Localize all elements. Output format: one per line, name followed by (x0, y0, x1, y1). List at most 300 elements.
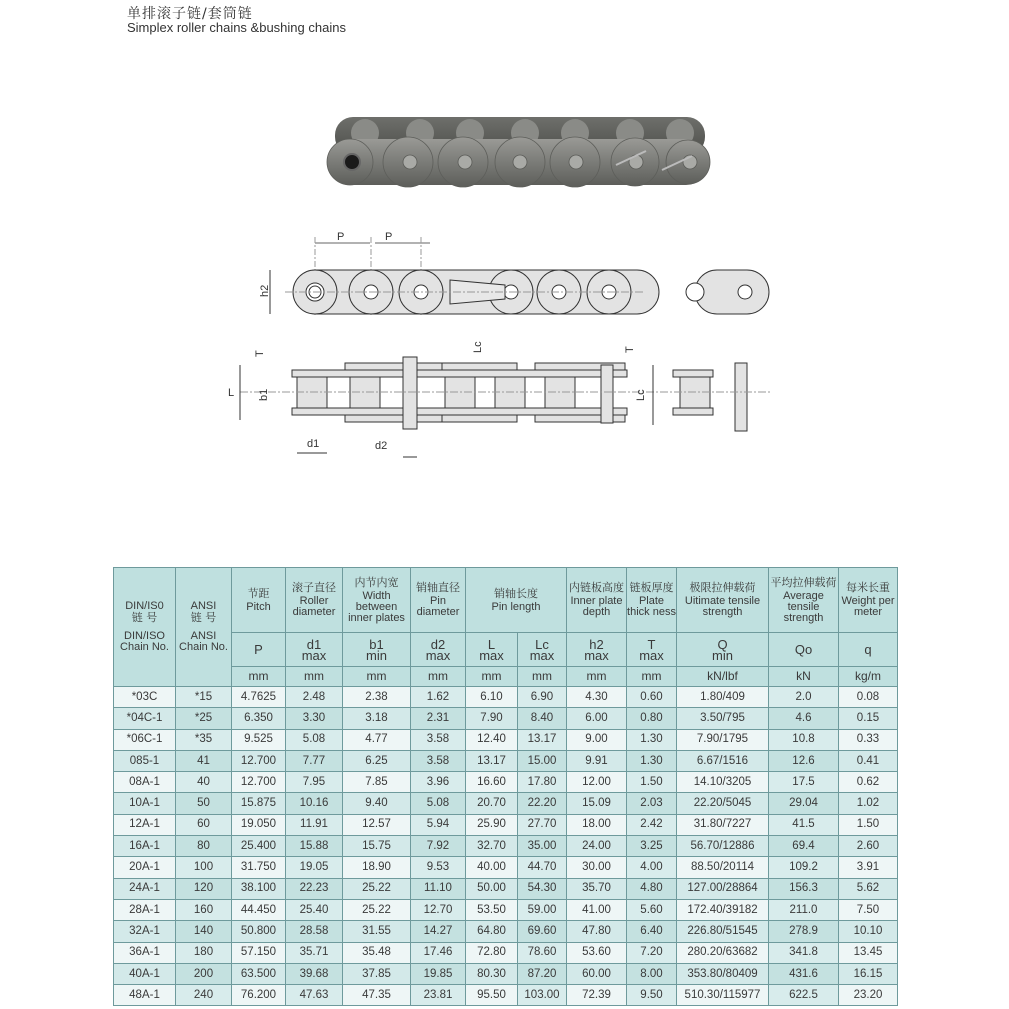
table-cell: 35.00 (518, 836, 567, 857)
table-cell: 12.40 (466, 729, 518, 750)
table-cell: 1.30 (627, 729, 677, 750)
table-cell: 56.70/12886 (677, 836, 769, 857)
table-cell: 3.96 (411, 772, 466, 793)
table-cell: 22.23 (286, 878, 343, 899)
label-t1: T (254, 350, 266, 357)
unit-weight: kg/m (839, 667, 898, 687)
table-cell: 22.20/5045 (677, 793, 769, 814)
table-row (114, 857, 898, 878)
table-cell: 622.5 (769, 985, 839, 1006)
table-cell: 1.50 (627, 772, 677, 793)
header-plate-thickness (627, 568, 677, 633)
table-cell: 17.46 (411, 942, 466, 963)
table-cell: 510.30/115977 (677, 985, 769, 1006)
header-pin-d-cn: 销轴直径 (416, 581, 460, 594)
unit-qo: kN (769, 667, 839, 687)
header-thick-cn: 链板厚度 (629, 581, 674, 594)
table-cell: 226.80/51545 (677, 921, 769, 942)
label-b1: b1 (258, 388, 270, 401)
chain-technical-drawing (225, 225, 785, 465)
table-cell: 11.91 (286, 814, 343, 835)
unit-t: mm (627, 667, 677, 687)
table-cell: 19.05 (286, 857, 343, 878)
table-cell: 32A-1 (114, 921, 176, 942)
table-cell: 6.40 (627, 921, 677, 942)
table-cell: 0.41 (839, 750, 898, 771)
header-roller-cn: 滚子直径 (292, 581, 336, 594)
label-t2: T (624, 346, 636, 353)
table-row (114, 985, 898, 1006)
sym-l (466, 633, 518, 667)
specification-table (113, 567, 898, 1006)
table-cell: 240 (176, 985, 232, 1006)
header-ultimate-tensile (677, 568, 769, 633)
sym-h2-lim: max (584, 647, 609, 663)
table-cell: 12.700 (232, 772, 286, 793)
table-cell: 109.2 (769, 857, 839, 878)
header-avg-en: Average tensile strength (783, 589, 824, 624)
table-cell: 36A-1 (114, 942, 176, 963)
table-cell: 7.20 (627, 942, 677, 963)
label-h2: h2 (259, 284, 271, 297)
table-cell: 140 (176, 921, 232, 942)
table-cell: 0.62 (839, 772, 898, 793)
table-cell: 7.50 (839, 899, 898, 920)
header-ansi-cn: 链 号 (190, 611, 217, 624)
table-cell: 7.77 (286, 750, 343, 771)
sym-d2-text: d2 (430, 636, 446, 652)
table-cell: 4.7625 (232, 687, 286, 708)
table-cell: 44.70 (518, 857, 567, 878)
table-cell: 28A-1 (114, 899, 176, 920)
table-cell: 18.00 (567, 814, 627, 835)
sym-lc (518, 633, 567, 667)
table-cell: 13.17 (518, 729, 567, 750)
table-cell: 12.70 (411, 899, 466, 920)
header-weight (839, 568, 898, 633)
table-cell: 15.88 (286, 836, 343, 857)
unit-b1: mm (343, 667, 411, 687)
table-cell: 0.80 (627, 708, 677, 729)
table-cell: 1.80/409 (677, 687, 769, 708)
sym-b1-lim: min (366, 647, 387, 663)
page-title-cn: 单排滚子链/套筒链 (127, 6, 253, 22)
table-cell: 14.10/3205 (677, 772, 769, 793)
table-cell: 69.4 (769, 836, 839, 857)
table-cell: 5.62 (839, 878, 898, 899)
table-cell: 5.94 (411, 814, 466, 835)
table-cell: 4.30 (567, 687, 627, 708)
header-pitch-cn: 节距 (247, 586, 270, 600)
table-cell: 12.00 (567, 772, 627, 793)
sym-p: P (232, 633, 286, 667)
header-din-iso-en2: DIN/ISO Chain No. (120, 630, 169, 653)
table-cell: 95.50 (466, 985, 518, 1006)
unit-h2: mm (567, 667, 627, 687)
table-cell: 13.17 (466, 750, 518, 771)
table-cell: 1.02 (839, 793, 898, 814)
table-cell: 085-1 (114, 750, 176, 771)
table-cell: 7.90/1795 (677, 729, 769, 750)
sym-d1 (286, 633, 343, 667)
table-cell: 31.55 (343, 921, 411, 942)
table-cell: 35.70 (567, 878, 627, 899)
table-cell: 39.68 (286, 963, 343, 984)
table-cell: 4.00 (627, 857, 677, 878)
table-row (114, 793, 898, 814)
sym-b1 (343, 633, 411, 667)
table-cell: 2.60 (839, 836, 898, 857)
label-lc2: Lc (635, 389, 647, 401)
table-cell: 40A-1 (114, 963, 176, 984)
table-cell: 6.90 (518, 687, 567, 708)
table-cell: 35.48 (343, 942, 411, 963)
header-average-tensile (769, 568, 839, 633)
table-cell: 100 (176, 857, 232, 878)
table-cell: 12A-1 (114, 814, 176, 835)
table-cell: 15.875 (232, 793, 286, 814)
table-cell: 44.450 (232, 899, 286, 920)
sym-d2 (411, 633, 466, 667)
sym-q-lim: min (712, 647, 733, 663)
table-cell: 27.70 (518, 814, 567, 835)
label-l: L (228, 387, 235, 399)
header-weight-cn: 每米长重 (846, 581, 890, 594)
table-cell: 10A-1 (114, 793, 176, 814)
table-row (114, 878, 898, 899)
table-row (114, 814, 898, 835)
table-cell: 280.20/63682 (677, 942, 769, 963)
header-pin-d-en: Pin diameter (416, 595, 460, 618)
table-cell: 29.04 (769, 793, 839, 814)
sym-lc-text: Lc (535, 636, 549, 652)
label-p2: P (385, 231, 393, 243)
sym-d1-lim: max (301, 647, 327, 663)
table-cell: 6.25 (343, 750, 411, 771)
header-roller-en: Roller diameter (292, 595, 336, 618)
table-cell: 9.40 (343, 793, 411, 814)
table-cell: 6.00 (567, 708, 627, 729)
header-ansi-en: ANSI (190, 600, 217, 612)
table-cell: 23.81 (411, 985, 466, 1006)
table-row (114, 687, 898, 708)
table-cell: 20.70 (466, 793, 518, 814)
table-cell: 41 (176, 750, 232, 771)
table-cell: 87.20 (518, 963, 567, 984)
table-cell: 25.400 (232, 836, 286, 857)
header-avg-cn: 平均拉伸载荷 (770, 575, 837, 589)
table-cell: 3.58 (411, 750, 466, 771)
sym-qo: Qo (769, 633, 839, 667)
table-cell: 12.57 (343, 814, 411, 835)
table-cell: 72.80 (466, 942, 518, 963)
header-ansi (176, 568, 232, 687)
table-cell: 35.71 (286, 942, 343, 963)
header-pin-l-en: Pin length (491, 600, 541, 613)
header-thick-en: Plate thick ness (627, 595, 676, 618)
header-pitch-en: Pitch (246, 600, 271, 613)
sym-q (677, 633, 769, 667)
table-cell: 41.00 (567, 899, 627, 920)
sym-d1-text: d1 (306, 636, 322, 652)
table-cell: 15.00 (518, 750, 567, 771)
table-cell: 9.525 (232, 729, 286, 750)
table-cell: 16.60 (466, 772, 518, 793)
table-cell: 10.16 (286, 793, 343, 814)
table-cell: 9.00 (567, 729, 627, 750)
table-cell: 15.09 (567, 793, 627, 814)
table-cell: 172.40/39182 (677, 899, 769, 920)
table-cell: 18.90 (343, 857, 411, 878)
table-cell: 25.40 (286, 899, 343, 920)
table-cell: 53.60 (567, 942, 627, 963)
table-cell: 15.75 (343, 836, 411, 857)
table-cell: 50.00 (466, 878, 518, 899)
table-cell: 12.6 (769, 750, 839, 771)
table-cell: 1.50 (839, 814, 898, 835)
table-cell: 180 (176, 942, 232, 963)
table-cell: 88.50/20114 (677, 857, 769, 878)
table-cell: 156.3 (769, 878, 839, 899)
header-roller-diameter (286, 568, 343, 633)
table-row (114, 963, 898, 984)
table-cell: 2.31 (411, 708, 466, 729)
sym-h2-text: h2 (589, 636, 604, 652)
table-cell: 10.10 (839, 921, 898, 942)
header-din-iso (114, 568, 176, 687)
header-pin-diameter (411, 568, 466, 633)
table-cell: 431.6 (769, 963, 839, 984)
table-cell: 19.85 (411, 963, 466, 984)
table-cell: 17.5 (769, 772, 839, 793)
header-width-cn: 内节内宽 (354, 575, 399, 589)
roller-chain-photo (320, 105, 720, 195)
table-cell: 353.80/80409 (677, 963, 769, 984)
table-cell: 3.50/795 (677, 708, 769, 729)
table-cell: 63.500 (232, 963, 286, 984)
table-cell: 5.08 (286, 729, 343, 750)
table-cell: 40 (176, 772, 232, 793)
table-cell: *06C-1 (114, 729, 176, 750)
table-cell: 76.200 (232, 985, 286, 1006)
header-inner-plate-depth (567, 568, 627, 633)
label-d2: d2 (375, 440, 388, 452)
table-cell: 7.90 (466, 708, 518, 729)
table-cell: 78.60 (518, 942, 567, 963)
table-cell: 16.15 (839, 963, 898, 984)
table-cell: 4.80 (627, 878, 677, 899)
table-cell: 25.22 (343, 878, 411, 899)
table-cell: 48A-1 (114, 985, 176, 1006)
table-cell: 8.40 (518, 708, 567, 729)
table-cell: 3.25 (627, 836, 677, 857)
unit-q: kN/lbf (677, 667, 769, 687)
table-cell: *03C (114, 687, 176, 708)
table-cell: 3.58 (411, 729, 466, 750)
header-inner-width (343, 568, 411, 633)
table-cell: 20A-1 (114, 857, 176, 878)
table-cell: 50 (176, 793, 232, 814)
table-cell: 6.10 (466, 687, 518, 708)
table-cell: 38.100 (232, 878, 286, 899)
table-cell: 103.00 (518, 985, 567, 1006)
table-cell: 341.8 (769, 942, 839, 963)
table-cell: 12.700 (232, 750, 286, 771)
label-d1: d1 (307, 438, 320, 450)
table-cell: 0.33 (839, 729, 898, 750)
table-cell: *25 (176, 708, 232, 729)
table-cell: 7.92 (411, 836, 466, 857)
table-cell: 2.38 (343, 687, 411, 708)
sym-t-lim: max (639, 647, 664, 663)
table-cell: 69.60 (518, 921, 567, 942)
table-row (114, 942, 898, 963)
table-row (114, 772, 898, 793)
sym-l-lim: max (479, 647, 504, 663)
unit-p: mm (232, 667, 286, 687)
table-row (114, 750, 898, 771)
table-cell: 200 (176, 963, 232, 984)
table-cell: 31.750 (232, 857, 286, 878)
table-cell: 9.53 (411, 857, 466, 878)
table-cell: 28.58 (286, 921, 343, 942)
table-cell: 160 (176, 899, 232, 920)
header-width-en: Width between inner plates (348, 589, 405, 624)
table-row (114, 729, 898, 750)
label-p1: P (337, 231, 345, 243)
table-cell: 4.77 (343, 729, 411, 750)
header-pitch (232, 568, 286, 633)
sym-t (627, 633, 677, 667)
unit-lc: mm (518, 667, 567, 687)
table-cell: 9.91 (567, 750, 627, 771)
table-cell: 41.5 (769, 814, 839, 835)
table-cell: 2.03 (627, 793, 677, 814)
table-cell: 59.00 (518, 899, 567, 920)
table-cell: *15 (176, 687, 232, 708)
header-din-iso-en: DIN/IS0 (125, 600, 164, 612)
sym-lc-lim: max (529, 647, 555, 663)
table-cell: 120 (176, 878, 232, 899)
header-weight-en: Weight per meter (841, 595, 895, 618)
sym-weight: q (839, 633, 898, 667)
table-cell: 16A-1 (114, 836, 176, 857)
table-cell: 32.70 (466, 836, 518, 857)
table-cell: 31.80/7227 (677, 814, 769, 835)
table-cell: *35 (176, 729, 232, 750)
header-ansi-en2: ANSI Chain No. (179, 630, 228, 653)
header-din-iso-cn: 链 号 (131, 611, 158, 624)
table-cell: 9.50 (627, 985, 677, 1006)
header-pin-length (466, 568, 567, 633)
table-cell: 278.9 (769, 921, 839, 942)
table-cell: 80 (176, 836, 232, 857)
table-cell: 47.63 (286, 985, 343, 1006)
table-row (114, 708, 898, 729)
table-cell: 2.42 (627, 814, 677, 835)
table-body (114, 687, 898, 1006)
table-cell: 2.48 (286, 687, 343, 708)
unit-d1: mm (286, 667, 343, 687)
table-cell: 47.80 (567, 921, 627, 942)
sym-b1-text: b1 (369, 636, 384, 652)
table-cell: 0.08 (839, 687, 898, 708)
table-cell: 2.0 (769, 687, 839, 708)
table-cell: 60.00 (567, 963, 627, 984)
header-pin-l-cn: 销轴长度 (494, 586, 538, 600)
table-cell: 25.90 (466, 814, 518, 835)
table-cell: 1.62 (411, 687, 466, 708)
table-cell: 3.18 (343, 708, 411, 729)
table-cell: 10.8 (769, 729, 839, 750)
table-cell: 6.350 (232, 708, 286, 729)
table-cell: 24.00 (567, 836, 627, 857)
table-cell: 22.20 (518, 793, 567, 814)
sym-d2-lim: max (425, 647, 451, 663)
table-cell: *04C-1 (114, 708, 176, 729)
sym-t-text: T (647, 636, 656, 652)
header-ult-en: Uitimate tensile strength (684, 595, 761, 618)
table-cell: 60 (176, 814, 232, 835)
table-cell: 1.30 (627, 750, 677, 771)
table-cell: 6.67/1516 (677, 750, 769, 771)
table-cell: 5.08 (411, 793, 466, 814)
table-cell: 0.60 (627, 687, 677, 708)
table-row (114, 921, 898, 942)
table-cell: 7.85 (343, 772, 411, 793)
table-cell: 24A-1 (114, 878, 176, 899)
table-cell: 40.00 (466, 857, 518, 878)
sym-h2 (567, 633, 627, 667)
table-cell: 37.85 (343, 963, 411, 984)
table-cell: 11.10 (411, 878, 466, 899)
table-cell: 127.00/28864 (677, 878, 769, 899)
table-cell: 17.80 (518, 772, 567, 793)
table-cell: 64.80 (466, 921, 518, 942)
table-cell: 30.00 (567, 857, 627, 878)
table-cell: 5.60 (627, 899, 677, 920)
table-cell: 47.35 (343, 985, 411, 1006)
table-cell: 54.30 (518, 878, 567, 899)
table-cell: 57.150 (232, 942, 286, 963)
header-depth-cn: 内链板高度 (569, 581, 624, 594)
table-cell: 3.91 (839, 857, 898, 878)
table-cell: 08A-1 (114, 772, 176, 793)
header-ult-cn: 极限拉伸载荷 (689, 581, 756, 594)
table-cell: 80.30 (466, 963, 518, 984)
table-cell: 14.27 (411, 921, 466, 942)
page-title-en: Simplex roller chains &bushing chains (127, 20, 346, 35)
sym-l-text: L (487, 636, 496, 652)
table-cell: 19.050 (232, 814, 286, 835)
table-cell: 25.22 (343, 899, 411, 920)
table-row (114, 836, 898, 857)
table-cell: 8.00 (627, 963, 677, 984)
table-cell: 50.800 (232, 921, 286, 942)
header-depth-en: Inner plate depth (570, 595, 623, 618)
table-cell: 7.95 (286, 772, 343, 793)
table-cell: 13.45 (839, 942, 898, 963)
table-cell: 0.15 (839, 708, 898, 729)
table-cell: 53.50 (466, 899, 518, 920)
label-lc1: Lc (472, 341, 484, 353)
table-cell: 3.30 (286, 708, 343, 729)
table-cell: 211.0 (769, 899, 839, 920)
sym-q-text: Q (717, 636, 728, 652)
unit-l: mm (466, 667, 518, 687)
table-cell: 4.6 (769, 708, 839, 729)
table-cell: 23.20 (839, 985, 898, 1006)
